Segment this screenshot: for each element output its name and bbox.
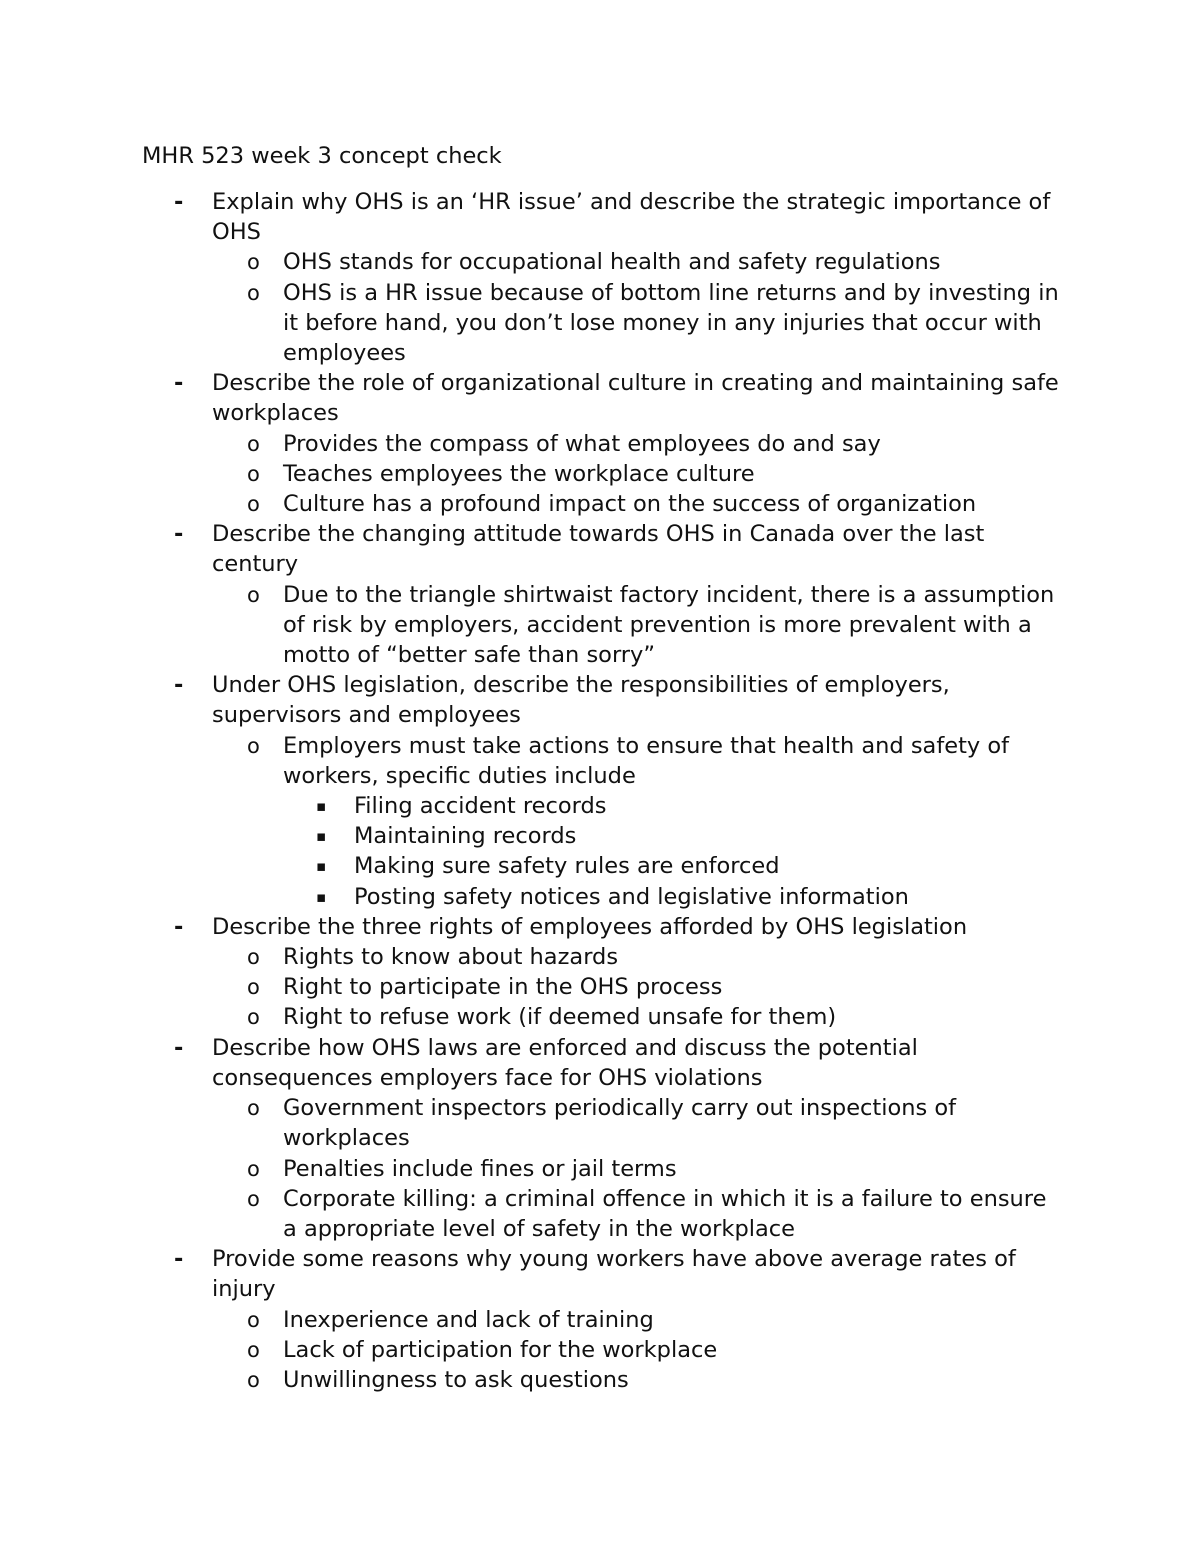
question-item — [0, 187, 1064, 247]
answer-item-text: Inexperience and lack of training — [283, 1306, 654, 1333]
question-item-text: Explain why OHS is an ‘HR issue’ and describe the strategic importance of OHS — [212, 189, 1051, 246]
sub-answer-item-text: Filing accident records — [354, 793, 607, 820]
answer-item — [0, 1305, 1064, 1335]
question-item-text: Describe how OHS laws are enforced and discuss the potential consequences employers face for OHS violations — [212, 1034, 918, 1091]
answer-item — [0, 580, 1064, 671]
answer-item-text: Provides the compass of what employees do and say — [283, 430, 881, 457]
answer-item — [0, 1365, 1064, 1395]
list-bullet: o — [247, 1307, 260, 1332]
list-bullet: - — [174, 189, 184, 215]
question-item — [0, 1244, 1064, 1304]
answer-item — [0, 1002, 1064, 1032]
sub-answer-item — [0, 882, 1064, 912]
sub-answer-item-text: Posting safety notices and legislative information — [354, 883, 909, 910]
list-bullet: - — [174, 1034, 184, 1061]
list-bullet: o — [247, 975, 260, 1000]
list-bullet: o — [247, 1005, 260, 1030]
list-bullet: - — [174, 913, 184, 940]
list-bullet: o — [247, 1367, 260, 1392]
question-item-text: Describe the changing attitude towards OHS in Canada over the last century — [212, 521, 985, 578]
list-bullet: o — [247, 1337, 260, 1362]
list-bullet: o — [247, 280, 260, 305]
list-bullet: ▪ — [316, 887, 327, 906]
list-bullet: o — [247, 582, 260, 607]
list-bullet: o — [247, 945, 260, 970]
answer-item — [0, 1335, 1064, 1365]
answer-item — [0, 1093, 1064, 1153]
answer-item-text: Due to the triangle shirtwaist factory incident, there is a assumption of risk by employers, accident prevention is more prevalent with a motto of “better safe than sorry” — [283, 581, 1055, 669]
list-bullet: ▪ — [316, 857, 327, 876]
sub-answer-item-text: Maintaining records — [354, 823, 577, 850]
answer-item-text: Penalties include fines or jail terms — [283, 1155, 677, 1182]
list-bullet: o — [247, 1096, 260, 1121]
answer-item-text: Government inspectors periodically carry out inspections of workplaces — [283, 1095, 957, 1152]
list-bullet: o — [247, 431, 260, 456]
sub-answer-item — [0, 851, 1064, 881]
answer-item — [0, 429, 1064, 459]
answer-item — [0, 972, 1064, 1002]
answer-item-text: Teaches employees the workplace culture — [283, 460, 755, 487]
question-item — [0, 1033, 1064, 1093]
answer-item-text: OHS is a HR issue because of bottom line returns and by investing in it before hand, you don’t lose money in any injuries that occur with employees — [283, 279, 1059, 367]
list-bullet: - — [174, 521, 184, 548]
question-item-text: Under OHS legislation, describe the responsibilities of employers, supervisors and employees — [212, 672, 950, 729]
list-bullet: - — [174, 370, 184, 397]
answer-item — [0, 1154, 1064, 1184]
question-item — [0, 670, 1064, 730]
question-item-text: Describe the role of organizational culture in creating and maintaining safe workplaces — [212, 370, 1059, 427]
answer-item-text: Corporate killing: a criminal offence in which it is a failure to ensure a appropriate level of safety in the workplace — [283, 1185, 1047, 1242]
answer-item-text: Culture has a profound impact on the success of organization — [283, 491, 977, 518]
answer-item-text: OHS stands for occupational health and safety regulations — [283, 249, 941, 276]
document-title: MHR 523 week 3 concept check — [142, 143, 502, 169]
answer-item — [0, 489, 1064, 519]
answer-item-text: Lack of participation for the workplace — [283, 1336, 718, 1363]
list-bullet: o — [247, 461, 260, 486]
answer-item-text: Right to refuse work (if deemed unsafe for them) — [283, 1004, 837, 1031]
sub-answer-item — [0, 791, 1064, 821]
question-item — [0, 912, 1064, 942]
answer-item-text: Employers must take actions to ensure that health and safety of workers, specific duties include — [283, 732, 1010, 789]
list-bullet: o — [247, 1186, 260, 1211]
answer-item-text: Right to participate in the OHS process — [283, 974, 723, 1001]
answer-item — [0, 278, 1064, 369]
list-bullet: - — [174, 1246, 184, 1273]
list-bullet: o — [247, 492, 260, 517]
sub-answer-item-text: Making sure safety rules are enforced — [354, 853, 780, 880]
question-item-text: Describe the three rights of employees afforded by OHS legislation — [212, 913, 968, 940]
answer-item — [0, 247, 1064, 277]
list-bullet: o — [247, 1156, 260, 1181]
list-bullet: ▪ — [316, 797, 327, 816]
question-item — [0, 519, 1064, 579]
question-item — [0, 368, 1064, 428]
answer-item-text: Unwillingness to ask questions — [283, 1366, 629, 1393]
answer-item-text: Rights to know about hazards — [283, 944, 619, 971]
answer-item — [0, 731, 1064, 791]
document-body — [0, 187, 1200, 1395]
answer-item — [0, 459, 1064, 489]
list-bullet: - — [174, 672, 184, 699]
question-item-text: Provide some reasons why young workers have above average rates of injury — [212, 1246, 1016, 1303]
list-bullet: o — [247, 733, 260, 758]
answer-item — [0, 942, 1064, 972]
list-bullet: ▪ — [316, 827, 327, 846]
list-bullet: o — [247, 250, 260, 275]
sub-answer-item — [0, 821, 1064, 851]
answer-item — [0, 1184, 1064, 1244]
